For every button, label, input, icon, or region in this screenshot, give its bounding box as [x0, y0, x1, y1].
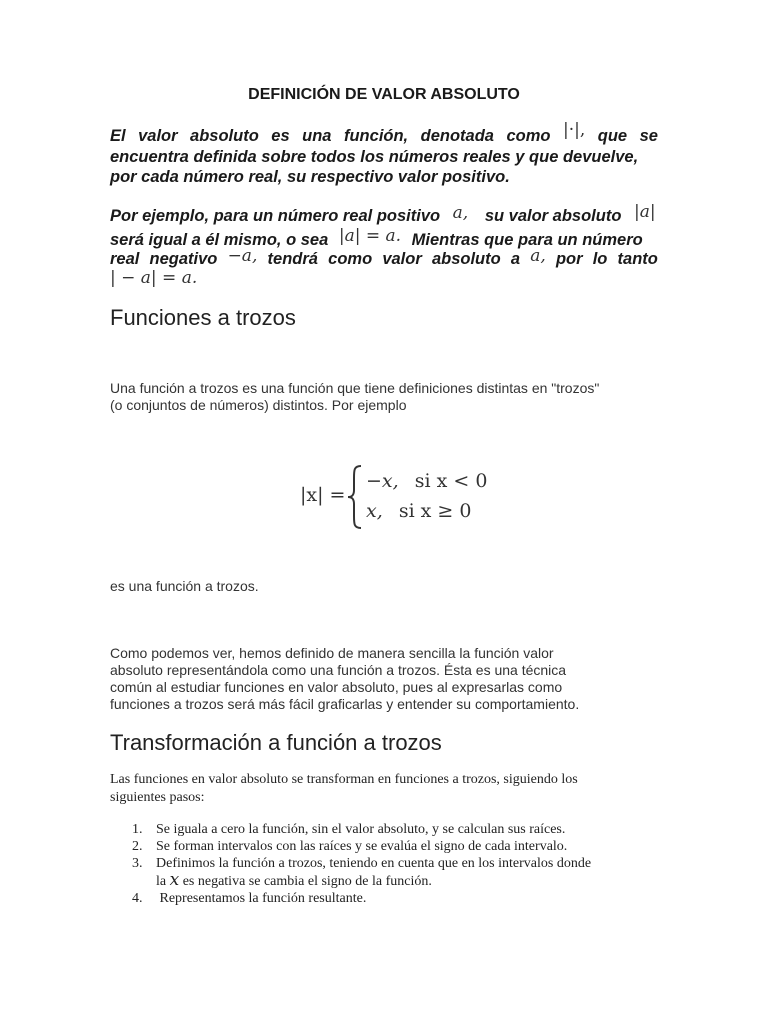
example-text: Mientras que para un número — [411, 231, 643, 249]
list-item — [110, 821, 670, 838]
math-abs-a: |a| — [634, 202, 656, 222]
math-abs-equals: |a| = a. — [338, 226, 402, 246]
list-text: Definimos la función a trozos, teniendo en cuenta que en los intervalos donde — [156, 856, 592, 871]
page-title: DEFINICIÓN DE VALOR ABSOLUTO — [248, 86, 520, 103]
paragraph-line: funciones a trozos será más fácil graficarlas y entender su comportamiento. — [110, 696, 580, 712]
math-a-2: a, — [530, 246, 546, 266]
list-text: Representamos la función resultante. — [156, 891, 367, 906]
intro-word: absoluto — [190, 127, 259, 145]
example-line-2 — [110, 226, 658, 250]
intro-word: se — [639, 127, 658, 145]
list-number: 3. — [132, 856, 143, 871]
intro-word: una — [302, 127, 332, 145]
intro-word: El — [110, 127, 126, 145]
steps-list — [110, 821, 670, 907]
intro-line-3: por cada número real, su respectivo valor positivo. — [110, 168, 510, 186]
case-condition: si x ≥ 0 — [398, 500, 472, 522]
example-word: tendrá — [267, 250, 318, 268]
piecewise-note: es una función a trozos. — [110, 578, 259, 594]
example-text: su valor absoluto — [484, 207, 622, 225]
example-line-3 — [110, 246, 658, 269]
piecewise-formula — [296, 462, 496, 532]
example-word: lo — [592, 250, 608, 268]
formula-lhs: |x| = — [300, 484, 346, 506]
list-text: Se forman intervalos con las raíces y se evalúa el signo de cada intervalo. — [156, 839, 568, 854]
example-line-1 — [110, 202, 658, 226]
section-heading-transformation: Transformación a función a trozos — [110, 730, 442, 755]
example-word: como — [328, 250, 373, 268]
list-number: 4. — [132, 891, 143, 906]
list-text: la — [156, 874, 167, 889]
paragraph-line: Como podemos ver, hemos definido de manera sencilla la función valor — [110, 645, 554, 661]
list-text: es negativa se cambia el signo de la función. — [182, 874, 432, 889]
piecewise-definition-paragraph — [110, 380, 670, 414]
example-word: absoluto — [431, 250, 501, 268]
intro-word: valor — [138, 127, 178, 145]
formula-case-nonnegative — [366, 500, 471, 522]
list-item — [110, 890, 670, 907]
case-condition: si x < 0 — [414, 470, 488, 492]
intro-line-1 — [110, 120, 658, 146]
paragraph-line: absoluto representándola como una función a trozos. Ésta es una técnica — [110, 662, 567, 678]
math-neg-a: −a, — [227, 246, 258, 266]
example-text: Por ejemplo, para un número real positivo — [110, 207, 441, 225]
example-word: negativo — [149, 250, 218, 268]
list-text-continuation — [156, 872, 670, 890]
example-word: real — [110, 250, 140, 268]
case-expression: −x, — [366, 470, 399, 492]
paragraph-line: siguientes pasos: — [110, 790, 205, 805]
paragraph-line: común al estudiar funciones en valor absoluto, pues al expresarlas como — [110, 679, 563, 695]
left-brace-icon — [346, 464, 364, 530]
list-number: 2. — [132, 839, 143, 854]
intro-word: es — [271, 127, 290, 145]
intro-line-2: encuentra definida sobre todos los números reales y que devuelve, — [110, 148, 639, 166]
example-word: valor — [382, 250, 422, 268]
paragraph-line: Una función a trozos es una función que tiene definiciones distintas en "trozos" — [110, 380, 600, 396]
intro-word: que — [597, 127, 628, 145]
case-expression: x, — [366, 500, 383, 522]
intro-word: función, — [343, 127, 409, 145]
math-x: x — [169, 870, 180, 890]
intro-word: denotada — [420, 127, 494, 145]
paragraph-line: (o conjuntos de números) distintos. Por ejemplo — [110, 397, 407, 413]
list-text: Se iguala a cero la función, sin el valor absoluto, y se calculan sus raíces. — [156, 822, 566, 837]
math-neg-abs-equals: | − a| = a. — [110, 268, 198, 288]
example-word: por — [555, 250, 583, 268]
intro-word: como — [506, 127, 551, 145]
example-word: tanto — [617, 250, 658, 268]
example-word: a — [510, 250, 521, 268]
section-heading-piecewise: Funciones a trozos — [110, 305, 296, 330]
transformation-intro — [110, 771, 650, 807]
explanation-paragraph — [110, 645, 670, 713]
abs-notation-math: |·|, — [563, 120, 586, 140]
paragraph-line: Las funciones en valor absoluto se transforman en funciones a trozos, siguiendo los — [110, 772, 578, 787]
math-a: a, — [452, 203, 469, 223]
list-item — [110, 838, 670, 855]
list-number: 1. — [132, 822, 143, 837]
example-text: será igual a él mismo, o sea — [110, 231, 329, 249]
formula-case-negative — [366, 470, 487, 492]
list-item — [110, 855, 670, 890]
